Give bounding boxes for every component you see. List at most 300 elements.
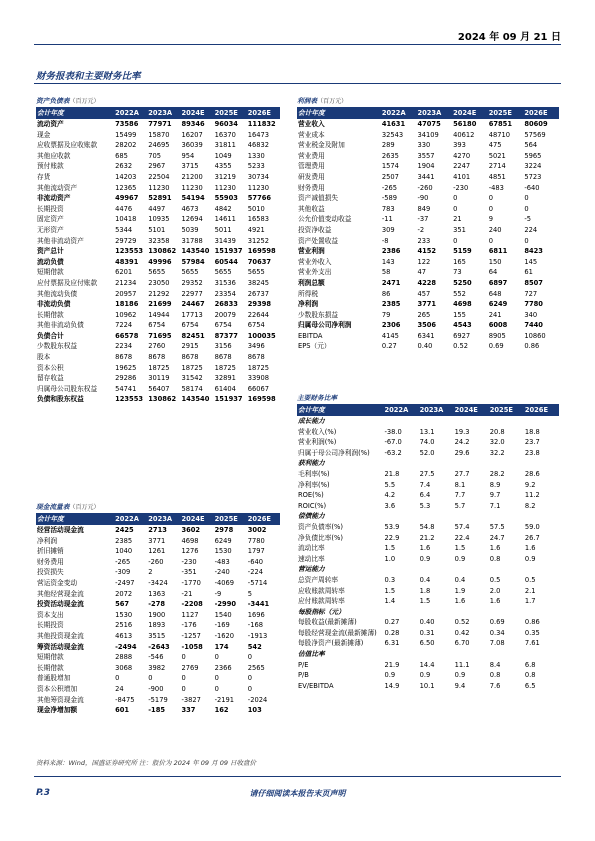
row-value: 8678: [115, 353, 133, 362]
row-label: P/B: [298, 671, 309, 680]
row-value: 0: [453, 204, 458, 213]
row-value: 1.6: [489, 544, 501, 553]
row-value: 32543: [381, 130, 404, 139]
row-value: 0: [247, 684, 253, 693]
table-row: [36, 673, 280, 684]
row-label: EBITDA: [298, 331, 323, 340]
row-value: 3515: [148, 631, 166, 640]
table-row: [297, 575, 559, 586]
row-value: 21.2: [419, 533, 435, 542]
row-value: 2306: [381, 321, 401, 330]
row-value: 2: [148, 568, 153, 577]
row-value: 1.7: [524, 597, 536, 606]
row-value: 16583: [247, 215, 270, 224]
row-value: -2208: [181, 600, 203, 609]
row-label: 毛利率(%): [298, 469, 330, 478]
row-value: 0.31: [419, 628, 435, 637]
row-label: 营运资金变动: [37, 578, 78, 587]
row-value: 2425: [115, 526, 134, 534]
row-value: 11.2: [524, 491, 540, 500]
row-value: 0: [488, 194, 493, 203]
row-value: 6927: [453, 331, 471, 340]
row-value: [524, 564, 559, 575]
row-value: [419, 458, 454, 469]
header-year: 2025E: [489, 405, 524, 416]
row-label: 营业收入(%): [298, 427, 337, 436]
row-value: 2.1: [524, 586, 536, 595]
table-row: [36, 331, 280, 342]
row-value: 32891: [214, 374, 236, 383]
income-statement-unit: （百万元）: [317, 98, 348, 105]
row-label: 财务费用: [298, 183, 325, 192]
row-value: 0.8: [489, 671, 501, 680]
row-value: 5021: [488, 151, 506, 160]
table-row: [297, 289, 559, 300]
row-value: 4698: [453, 300, 472, 309]
table-row: [36, 589, 280, 600]
table-row: [297, 617, 559, 628]
row-label: 非流动负债: [37, 300, 71, 309]
table-row: [297, 681, 559, 692]
header-year: 2023A: [416, 108, 452, 119]
table-row: [297, 119, 559, 130]
row-value: 24467: [181, 300, 205, 309]
row-value: 30119: [148, 374, 170, 383]
row-label: 留存收益: [37, 374, 64, 383]
row-value: 1696: [247, 610, 265, 619]
row-value: -2643: [148, 642, 170, 651]
row-value: 3.6: [384, 501, 396, 510]
row-value: 10860: [524, 331, 546, 340]
header-year: 2024E: [180, 108, 213, 119]
row-value: [383, 416, 418, 427]
header-year: 2024E: [454, 405, 489, 416]
row-value: -2497: [115, 578, 135, 587]
row-value: 8.9: [489, 480, 501, 489]
row-value: -546: [148, 653, 164, 662]
row-value: 57.5: [489, 522, 505, 531]
row-value: 6754: [214, 321, 232, 330]
row-value: 143540: [181, 395, 210, 404]
row-value: 5101: [148, 225, 166, 234]
row-value: 31252: [247, 236, 270, 245]
row-label: 其他收益: [298, 204, 325, 213]
row-value: 10418: [115, 215, 137, 224]
row-value: 1.5: [384, 586, 396, 595]
row-value: 56180: [453, 120, 477, 128]
row-value: 2385: [115, 536, 133, 545]
financial-ratios-title: 主要财务比率: [297, 393, 559, 405]
row-label: 资产负债率(%): [298, 522, 344, 531]
table-row: [36, 578, 280, 589]
row-value: 31439: [214, 236, 236, 245]
row-value: 64: [488, 268, 498, 277]
row-value: 1.5: [419, 597, 431, 606]
row-value: -1913: [247, 631, 268, 640]
row-value: 49996: [148, 257, 172, 266]
row-value: 457: [417, 289, 431, 298]
row-value: 5344: [115, 225, 133, 234]
row-value: 15499: [115, 130, 137, 139]
table-row: [297, 511, 559, 522]
table-row: [36, 373, 280, 384]
row-value: -2024: [247, 695, 268, 704]
row-value: 9.2: [524, 480, 536, 489]
row-value: 2632: [115, 162, 133, 171]
source-note: 资料来源：Wind，国盛证券研究所 注：股价为 2024 年 09 月 09 日收盘价: [36, 759, 257, 767]
header-label: 会计年度: [36, 514, 114, 525]
row-value: 22.4: [454, 533, 470, 542]
table-row: [36, 204, 280, 215]
table-row: [297, 341, 559, 352]
row-value: 4355: [214, 162, 232, 171]
row-label: 营业外支出: [298, 268, 332, 277]
row-value: 1.6: [489, 597, 501, 606]
row-value: 1330: [247, 151, 265, 160]
row-value: 47: [417, 268, 426, 277]
row-value: 18.8: [524, 427, 540, 436]
row-value: 61: [524, 268, 533, 277]
row-value: 9: [488, 215, 493, 224]
row-value: 53.9: [384, 522, 400, 531]
header-year: 2022A: [114, 514, 147, 525]
row-value: 0.40: [419, 618, 435, 627]
row-value: 685: [115, 151, 128, 160]
row-value: -260: [148, 557, 164, 566]
row-value: 6.50: [419, 639, 435, 648]
cashflow-table: [36, 514, 280, 716]
row-value: [454, 416, 489, 427]
row-value: 3156: [214, 342, 232, 351]
row-value: 0.69: [488, 342, 504, 351]
row-value: 0.52: [454, 618, 470, 627]
table-row: [297, 161, 559, 172]
row-value: 169598: [247, 395, 276, 404]
row-value: 28.6: [524, 469, 540, 478]
table-row: [36, 394, 280, 405]
row-value: 96034: [214, 120, 238, 128]
row-value: 151937: [214, 395, 243, 404]
row-value: [524, 511, 559, 522]
row-label: 流动资产: [37, 120, 64, 128]
row-label: 资本公积: [37, 363, 64, 372]
row-value: 38245: [247, 278, 270, 287]
row-label: 应付票据及应付账款: [37, 278, 98, 287]
financial-ratios-panel: [297, 393, 559, 691]
row-value: 1904: [417, 162, 435, 171]
row-label: 短期借款: [37, 268, 64, 277]
row-value: 7.6: [489, 681, 501, 690]
cashflow-panel: [36, 502, 280, 716]
row-value: 6754: [181, 321, 199, 330]
row-value: [383, 458, 418, 469]
row-label: 流动负债: [37, 257, 64, 266]
table-row: [297, 331, 559, 342]
row-value: [419, 564, 454, 575]
row-value: 150: [488, 257, 502, 266]
row-value: 14.4: [419, 660, 435, 669]
row-value: 66578: [115, 331, 139, 340]
row-value: 143540: [181, 247, 210, 256]
table-row: [36, 652, 280, 663]
row-value: 1530: [214, 547, 232, 556]
row-value: 2769: [181, 663, 199, 672]
row-value: 7780: [247, 536, 265, 545]
header-label: 会计年度: [36, 108, 114, 119]
row-value: 3771: [148, 536, 166, 545]
table-header-row: [36, 514, 280, 525]
row-value: 24.7: [489, 533, 505, 542]
row-label: 营业外收入: [298, 257, 332, 266]
row-value: 66067: [247, 384, 270, 393]
row-value: 12694: [181, 215, 203, 224]
row-label: 应付账款周转率: [298, 597, 345, 606]
row-value: -8: [381, 236, 389, 245]
header-year: 2023A: [147, 514, 180, 525]
row-value: 0: [214, 674, 219, 683]
table-row: [36, 546, 280, 557]
row-value: 1797: [247, 547, 265, 556]
row-value: 1900: [148, 610, 166, 619]
row-value: 21200: [181, 172, 203, 181]
table-row: [36, 214, 280, 225]
row-value: [489, 607, 524, 618]
row-value: -483: [488, 183, 504, 192]
table-row: [36, 599, 280, 610]
table-row: [297, 299, 559, 310]
row-value: 19625: [115, 363, 137, 372]
row-label: 其他非流动负债: [37, 321, 84, 330]
table-row: [36, 363, 280, 374]
row-value: 1574: [381, 162, 399, 171]
row-value: 601: [115, 706, 130, 715]
row-value: 2714: [488, 162, 506, 171]
row-label: 资产减值损失: [298, 194, 339, 203]
row-value: [454, 458, 489, 469]
row-value: 22.9: [384, 533, 400, 542]
row-value: 241: [488, 310, 502, 319]
row-value: [454, 564, 489, 575]
row-label: 营业利润: [298, 247, 325, 256]
row-value: 393: [453, 141, 466, 150]
row-value: 4145: [381, 331, 399, 340]
row-value: -8475: [115, 695, 135, 704]
row-value: 7.1: [489, 501, 501, 510]
row-value: 8905: [488, 331, 506, 340]
row-label: 长期投资: [37, 204, 64, 213]
row-label: 长期借款: [37, 310, 64, 319]
row-value: 849: [417, 204, 431, 213]
row-value: 28202: [115, 141, 137, 150]
table-row: [297, 649, 559, 660]
row-value: 82451: [181, 331, 205, 340]
row-value: 57766: [247, 194, 272, 203]
row-value: -21: [181, 589, 193, 598]
row-value: 475: [488, 141, 502, 150]
row-value: 0.8: [489, 554, 501, 563]
row-value: 6249: [488, 300, 508, 309]
row-value: 55903: [214, 194, 238, 203]
row-value: 2713: [148, 526, 167, 534]
row-value: 6008: [488, 321, 508, 330]
row-label: 估值比率: [298, 650, 325, 659]
row-value: 11.1: [454, 660, 470, 669]
row-value: 0.86: [524, 618, 540, 627]
row-value: 7224: [115, 321, 133, 330]
row-value: 0.9: [419, 671, 431, 680]
table-row: [36, 140, 280, 151]
row-label: 股本: [37, 353, 51, 362]
row-value: 2635: [381, 151, 399, 160]
table-row: [297, 660, 559, 671]
table-row: [36, 257, 280, 268]
row-value: -90: [417, 194, 429, 203]
table-row: [36, 151, 280, 162]
row-value: 19.3: [454, 427, 470, 436]
row-value: 1893: [148, 621, 166, 630]
row-value: 56407: [148, 384, 170, 393]
row-value: 54741: [115, 384, 137, 393]
row-value: 2760: [148, 342, 166, 351]
row-value: 29.6: [454, 448, 470, 457]
row-value: 2967: [148, 162, 166, 171]
row-value: 3982: [148, 663, 166, 672]
row-value: 18725: [214, 363, 236, 372]
row-value: 233: [417, 236, 431, 245]
row-value: 1127: [181, 610, 199, 619]
row-value: 0.5: [489, 575, 501, 584]
row-value: 2247: [453, 162, 471, 171]
header-year: 2024E: [180, 514, 213, 525]
table-row: [36, 310, 280, 321]
row-value: -3827: [181, 695, 201, 704]
row-value: 1.0: [384, 554, 396, 563]
row-value: 4476: [115, 204, 133, 213]
row-value: 783: [381, 204, 395, 213]
row-value: [489, 458, 524, 469]
row-value: 52891: [148, 194, 172, 203]
row-value: -169: [214, 621, 230, 630]
row-value: [489, 511, 524, 522]
row-value: -1620: [214, 631, 235, 640]
cashflow-title: 现金流量表（百万元）: [36, 502, 280, 514]
row-value: 12365: [115, 183, 137, 192]
row-value: 10.1: [419, 681, 435, 690]
table-row: [36, 130, 280, 141]
row-value: 5655: [214, 268, 232, 277]
row-value: 6249: [214, 536, 232, 545]
row-value: 5655: [181, 268, 199, 277]
table-row: [297, 130, 559, 141]
row-value: 34109: [417, 130, 439, 139]
row-value: 6754: [247, 321, 265, 330]
row-value: 6897: [488, 278, 508, 287]
row-value: 5039: [181, 225, 199, 234]
row-value: 2366: [214, 663, 232, 672]
row-value: 3441: [417, 172, 435, 181]
row-value: 6811: [488, 247, 508, 256]
row-value: [489, 564, 524, 575]
header-year: 2026E: [247, 108, 280, 119]
row-value: -5179: [148, 695, 168, 704]
row-label: 营业费用: [298, 151, 325, 160]
row-value: 6201: [115, 268, 133, 277]
row-label: 应收账款周转率: [298, 586, 345, 595]
header-year: 2023A: [147, 108, 180, 119]
row-value: 2978: [214, 526, 234, 534]
row-label: 流动比率: [298, 544, 325, 553]
table-row: [297, 448, 559, 459]
row-value: [419, 649, 454, 660]
row-label: 公允价值变动收益: [298, 215, 352, 224]
table-row: [297, 628, 559, 639]
row-value: 4228: [417, 278, 437, 287]
table-row: [36, 536, 280, 547]
row-value: -900: [148, 684, 164, 693]
row-value: 4851: [488, 172, 506, 181]
row-value: 0: [453, 236, 458, 245]
row-value: [524, 649, 559, 660]
row-value: 3002: [247, 526, 267, 534]
row-label: 资产总计: [37, 247, 64, 256]
row-value: -309: [115, 568, 131, 577]
row-value: 3068: [115, 663, 133, 672]
row-value: 1363: [148, 589, 166, 598]
table-row: [36, 183, 280, 194]
row-value: 29398: [247, 300, 272, 309]
row-label: 短期借款: [37, 653, 64, 662]
row-value: [419, 416, 454, 427]
row-value: 6.8: [524, 660, 536, 669]
row-label: 其他流动资产: [37, 183, 78, 192]
row-label: 其他筹资现金流: [37, 695, 84, 704]
row-value: 4543: [453, 321, 472, 330]
row-value: 73: [453, 268, 462, 277]
row-value: 5.7: [454, 501, 466, 510]
row-value: 11230: [181, 183, 203, 192]
row-value: 40612: [453, 130, 475, 139]
row-value: 0: [115, 674, 120, 683]
row-value: 0.9: [454, 671, 466, 680]
row-value: 26737: [247, 289, 270, 298]
row-value: 1.4: [384, 597, 396, 606]
row-value: 1.6: [419, 544, 431, 553]
row-value: 18725: [148, 363, 170, 372]
row-value: 0: [524, 204, 529, 213]
row-value: [524, 607, 559, 618]
row-value: 26.7: [524, 533, 540, 542]
row-value: 49967: [115, 194, 139, 203]
row-value: 24695: [148, 141, 170, 150]
row-value: [383, 564, 418, 575]
row-label: 总资产周转率: [298, 575, 339, 584]
table-row: [36, 289, 280, 300]
header-year: 2022A: [383, 405, 418, 416]
row-value: 31811: [214, 141, 236, 150]
row-label: 非流动资产: [37, 194, 71, 203]
header-year: 2026E: [247, 514, 280, 525]
table-row: [36, 642, 280, 653]
row-value: 8.1: [454, 480, 466, 489]
row-value: 48710: [488, 130, 510, 139]
table-row: [36, 663, 280, 674]
row-value: 24.2: [454, 438, 470, 447]
row-label: 少数股东损益: [298, 310, 339, 319]
row-label: 成长能力: [298, 417, 325, 425]
table-row: [297, 437, 559, 448]
row-value: 14611: [214, 215, 236, 224]
table-row: [36, 352, 280, 363]
